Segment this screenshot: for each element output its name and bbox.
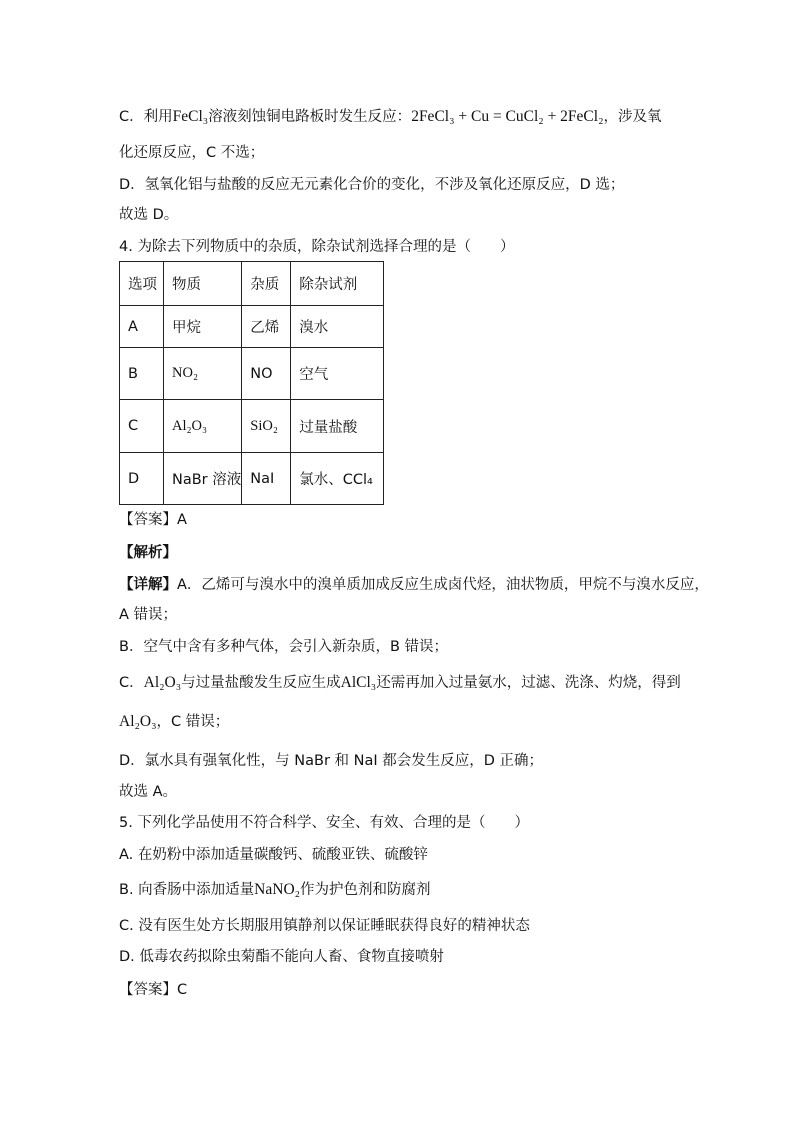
table-cell: 乙烯 — [242, 306, 291, 348]
q4-detail-c-mid: 与过量盐酸发生反应生成 — [181, 675, 341, 691]
q5-option-d: D. 低毒农药拟除虫菊酯不能向人畜、食物直接喷射 — [119, 949, 444, 965]
q4-detail-a-text: A．乙烯可与溴水中的溴单质加成反应生成卤代烃，油状物质，甲烷不与溴水反应， — [177, 577, 709, 593]
q5-option-c: C. 没有医生处方长期服用镇静剂以保证睡眠获得良好的精神状态 — [119, 918, 530, 934]
table-header-cell: 选项 — [120, 262, 164, 306]
table-header-cell: 除杂试剂 — [291, 262, 384, 306]
table-header-cell: 杂质 — [242, 262, 291, 306]
table-cell: 氯水、CCl₄ — [291, 453, 384, 505]
table-cell: Al₂O₃ — [164, 400, 242, 453]
table-cell: 空气 — [291, 348, 384, 400]
q4-answer: 【答案】A — [119, 512, 187, 528]
q4-detail-a-line2: A 错误； — [119, 607, 178, 623]
q5-option-b-suffix: 作为护色剂和防腐剂 — [300, 882, 431, 898]
q4-detail-c-formula2: AlCl₃ — [340, 674, 377, 691]
q4-detail-c-suffix: 还需再加入过量氨水，过滤、洗涤、灼烧，得到 — [376, 675, 681, 691]
q4-detail-c-formula1: Al₂O₃ — [143, 674, 182, 691]
table-cell: 过量盐酸 — [291, 400, 384, 453]
table-cell: NaI — [242, 453, 291, 505]
table-row — [120, 306, 384, 348]
q4-question: 4. 为除去下列物质中的杂质，除杂试剂选择合理的是（ ） — [119, 239, 515, 255]
q4-detail-c-prefix: C． — [119, 675, 144, 691]
q4-detail-c-line2 — [119, 712, 229, 732]
table-cell: A — [120, 306, 164, 348]
table-cell: 溴水 — [291, 306, 384, 348]
q3-c-equation: 2FeCl₃ + Cu = CuCl₂ + 2FeCl₂ — [411, 108, 604, 125]
table-cell: C — [120, 400, 164, 453]
q5-option-b — [119, 880, 431, 900]
q4-detail-c-line1 — [119, 673, 681, 693]
q3-option-d: D．氢氧化铝与盐酸的反应无元素化合价的变化，不涉及氧化还原反应，D 选； — [119, 177, 625, 193]
q4-options-table — [119, 261, 384, 505]
table-cell: SiO₂ — [242, 400, 291, 453]
q5-option-b-prefix: B. 向香肠中添加适量 — [119, 882, 255, 898]
q4-detail-label: 【详解】 — [119, 577, 177, 593]
q3-option-c-line1 — [119, 107, 661, 127]
q3-c-suffix: ，涉及氧 — [603, 109, 662, 125]
q3-conclusion: 故选 D。 — [119, 207, 179, 223]
q3-option-c-line2: 化还原反应，C 不选； — [119, 145, 265, 161]
q3-c-reagent-formula: FeCl₃ — [172, 108, 209, 125]
table-row — [120, 400, 384, 453]
table-cell: D — [120, 453, 164, 505]
q3-c-prefix: C．利用 — [119, 109, 173, 125]
q5-answer: 【答案】C — [119, 982, 188, 998]
q4-detail-c-line2-formula: Al₂O₃ — [119, 713, 157, 730]
table-header-cell: 物质 — [164, 262, 242, 306]
q4-detail-a-line1 — [119, 575, 709, 595]
q4-conclusion: 故选 A。 — [119, 784, 178, 800]
table-cell: NaBr 溶液 — [164, 453, 242, 505]
q4-detail-d: D．氯水具有强氧化性，与 NaBr 和 NaI 都会发生反应，D 正确； — [119, 753, 544, 769]
table-cell: NO₂ — [164, 348, 242, 400]
table-cell: NO — [242, 348, 291, 400]
q5-question: 5. 下列化学品使用不符合科学、安全、有效、合理的是（ ） — [119, 815, 529, 831]
table-header-row — [120, 262, 384, 306]
q4-detail-b: B．空气中含有多种气体，会引入新杂质，B 错误； — [119, 639, 449, 655]
q5-option-a: A. 在奶粉中添加适量碳酸钙、硫酸亚铁、硫酸锌 — [119, 847, 428, 863]
q3-c-mid: 溶液刻蚀铜电路板时发生反应： — [208, 109, 412, 125]
table-cell: B — [120, 348, 164, 400]
q4-analysis-label: 【解析】 — [119, 545, 177, 561]
q5-option-b-formula: NaNO₂ — [254, 881, 301, 898]
table-row — [120, 348, 384, 400]
table-cell: 甲烷 — [164, 306, 242, 348]
q4-detail-c-line2-suffix: ，C 错误； — [156, 714, 230, 730]
table-row — [120, 453, 384, 505]
